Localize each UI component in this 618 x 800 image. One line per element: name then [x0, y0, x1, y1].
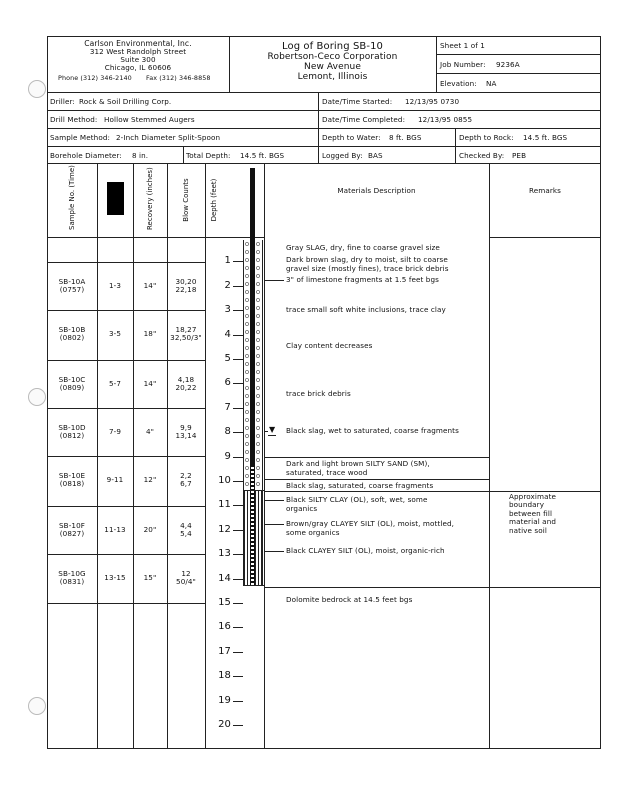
- depth-tick: [233, 359, 243, 360]
- sample-blow-counts-2: 20,22: [175, 383, 197, 392]
- sample-id: SB-10B: [58, 325, 86, 334]
- sample-id: SB-10A: [58, 277, 86, 286]
- remark-line-1: Approximate: [509, 492, 557, 501]
- sample-interval: 11-13: [104, 525, 126, 534]
- company-city: Chicago, IL 60606: [104, 63, 172, 72]
- logged-by-value: BAS: [368, 151, 383, 160]
- desc-dolomite-bedrock: Dolomite bedrock at 14.5 feet bgs: [286, 595, 413, 604]
- sample-time: (0757): [59, 285, 85, 294]
- depth-label: 9: [224, 450, 231, 462]
- depth-tick: [233, 701, 243, 702]
- sample-interval: 7-9: [108, 427, 122, 436]
- driller-label: Driller:: [50, 97, 75, 106]
- sample-blow-counts-1: 4,4: [180, 521, 192, 530]
- sample-blow-counts-1: 30,20: [175, 277, 197, 286]
- date-completed-label: Date/Time Completed:: [322, 115, 406, 124]
- binder-hole-middle: [28, 388, 46, 406]
- desc-black-slag-saturated: Black slag, saturated, coarse fragments: [286, 481, 434, 490]
- depth-label: 6: [224, 377, 231, 389]
- depth-tick: [233, 603, 243, 604]
- depth-to-rock-value: 14.5 ft. BGS: [523, 133, 568, 142]
- company-fax: Fax (312) 346-8858: [146, 74, 211, 82]
- log-location: Lemont, Illinois: [297, 72, 368, 82]
- depth-label: 19: [218, 694, 231, 706]
- desc-dark-brown-slag-1: Dark brown slag, dry to moist, silt to coarse: [286, 255, 448, 264]
- borehole-diameter-label: Borehole Diameter:: [50, 151, 122, 160]
- log-client: Robertson-Ceco Corporation: [267, 52, 398, 62]
- depth-label: 17: [218, 645, 231, 657]
- desc-silty-clay-1: Black SILTY CLAY (OL), soft, wet, some: [286, 495, 428, 504]
- sample-interval: 13-15: [104, 573, 126, 582]
- depth-tick: [233, 505, 243, 506]
- total-depth-value: 14.5 ft. BGS: [240, 151, 285, 160]
- depth-label: 4: [224, 328, 231, 340]
- gravel-pack-right: [255, 240, 263, 490]
- sample-recovery: 15": [143, 573, 157, 582]
- blow-counts-column-header: Blow Counts: [182, 178, 190, 222]
- borehole-diameter-value: 8 in.: [132, 151, 149, 160]
- remark-line-4: material and: [509, 517, 557, 526]
- water-level-marker: ▼: [269, 425, 276, 434]
- depth-tick: [233, 457, 243, 458]
- depth-label: 10: [218, 475, 231, 486]
- binder-hole-top: [28, 80, 46, 98]
- redacted-column-header: [107, 182, 124, 215]
- depth-tick: [233, 408, 243, 409]
- depth-label: 5: [224, 353, 231, 364]
- elevation-label: Elevation:: [440, 79, 477, 88]
- depth-tick: [233, 579, 243, 580]
- depth-label: 12: [218, 523, 231, 535]
- binder-hole-bottom: [28, 697, 46, 715]
- sample-time: (0809): [59, 383, 85, 392]
- sample-blow-counts-1: 18,27: [175, 325, 197, 334]
- depth-label: 1: [224, 255, 231, 267]
- sample-id: SB-10F: [59, 521, 85, 530]
- desc-brick-debris: trace brick debris: [286, 389, 351, 398]
- depth-tick: [233, 481, 243, 482]
- remark-line-2: boundary: [509, 500, 545, 509]
- sample-recovery: 18": [143, 329, 157, 338]
- depth-label: 8: [224, 426, 231, 438]
- sample-time: (0818): [59, 479, 85, 488]
- sample-method-value: 2-Inch Diameter Split-Spoon: [116, 133, 221, 142]
- recovery-column-header: Recovery (inches): [146, 167, 154, 230]
- depth-tick: [233, 530, 243, 531]
- company-name: Carlson Environmental, Inc.: [84, 39, 192, 48]
- remark-line-3: between fill: [509, 509, 553, 518]
- remarks-column-header: Remarks: [528, 186, 562, 195]
- depth-tick: [233, 310, 243, 311]
- sample-id: SB-10G: [58, 569, 86, 578]
- desc-gray-slag: Gray SLAG, dry, fine to coarse gravel size: [286, 243, 440, 252]
- depth-label: 20: [218, 719, 231, 730]
- sample-interval: 9-11: [106, 475, 124, 484]
- depth-tick: [233, 676, 243, 677]
- total-depth-label: Total Depth:: [186, 151, 231, 160]
- sample-blow-counts-2: 13,14: [175, 431, 197, 440]
- depth-tick: [233, 725, 243, 726]
- drill-method-label: Drill Method:: [50, 115, 98, 124]
- job-number-value: 9236A: [496, 60, 520, 69]
- desc-white-inclusions: trace small soft white inclusions, trace clay: [286, 305, 446, 314]
- checked-by-label: Checked By:: [459, 151, 505, 160]
- desc-silty-clay-2: organics: [286, 504, 318, 513]
- sample-blow-counts-1: 2,2: [180, 471, 192, 480]
- sample-id: SB-10C: [58, 375, 86, 384]
- depth-label: 18: [218, 670, 231, 682]
- sample-blow-counts-2: 22,18: [175, 285, 197, 294]
- depth-tick: [233, 335, 243, 336]
- depth-tick: [233, 432, 243, 433]
- sample-id: SB-10D: [58, 423, 86, 432]
- log-site: New Avenue: [304, 62, 361, 72]
- desc-clayey-silt-brown-2: some organics: [286, 528, 340, 537]
- depth-tick: [233, 652, 243, 653]
- company-street: 312 West Randolph Street: [89, 47, 187, 56]
- sample-time: (0812): [59, 431, 85, 440]
- clay-seal-right: [255, 490, 263, 585]
- sample-column-header: Sample No. (Time): [68, 165, 76, 230]
- sample-recovery: 14": [143, 281, 157, 290]
- depth-tick: [233, 627, 243, 628]
- date-started-label: Date/Time Started:: [322, 97, 393, 106]
- drill-method-value: Hollow Stemmed Augers: [104, 115, 195, 124]
- depth-tick: [233, 554, 243, 555]
- desc-dark-brown-slag-2: gravel size (mostly fines), trace brick debris: [286, 264, 449, 273]
- driller-value: Rock & Soil Drilling Corp.: [79, 97, 172, 106]
- logged-by-label: Logged By:: [322, 151, 363, 160]
- company-suite: Suite 300: [120, 55, 156, 64]
- sample-recovery: 14": [143, 379, 157, 388]
- depth-label: 16: [218, 621, 231, 633]
- date-completed-value: 12/13/95 0855: [418, 115, 473, 124]
- sample-method-label: Sample Method:: [50, 133, 111, 142]
- sample-interval: 5-7: [108, 379, 122, 388]
- sample-blow-counts-1: 12: [181, 569, 191, 578]
- desc-clayey-silt-black: Black CLAYEY SILT (OL), moist, organic-rich: [286, 546, 445, 555]
- desc-silty-sand-2: saturated, trace wood: [286, 468, 368, 477]
- sample-blow-counts-2: 6,7: [180, 479, 192, 488]
- depth-label: 15: [218, 597, 231, 608]
- sample-time: (0827): [59, 529, 85, 538]
- depth-label: 13: [218, 548, 231, 560]
- sample-blow-counts-1: 9,9: [180, 423, 192, 432]
- sample-time: (0831): [59, 577, 85, 586]
- desc-clayey-silt-brown-1: Brown/gray CLAYEY SILT (OL), moist, mottled,: [286, 519, 455, 528]
- depth-label: 14: [218, 572, 231, 584]
- sample-interval: 3-5: [108, 329, 122, 338]
- log-title: Log of Boring SB-10: [281, 41, 384, 52]
- depth-label: 3: [224, 304, 231, 316]
- sample-recovery: 20": [143, 525, 157, 534]
- depth-tick: [233, 286, 243, 287]
- sample-blow-counts-2: 50/4": [176, 577, 196, 586]
- desc-silty-sand-1: Dark and light brown SILTY SAND (SM),: [286, 459, 430, 468]
- gravel-pack-left: [243, 240, 250, 490]
- depth-label: 11: [218, 499, 231, 511]
- desc-clay-decreases: Clay content decreases: [286, 341, 373, 350]
- depth-to-rock-label: Depth to Rock:: [459, 133, 514, 142]
- clay-seal-left: [243, 490, 250, 585]
- depth-label: 7: [224, 401, 231, 413]
- sample-recovery: 12": [143, 475, 157, 484]
- checked-by-value: PEB: [512, 151, 527, 160]
- depth-to-water-label: Depth to Water:: [322, 133, 381, 142]
- sheet-number: Sheet 1 of 1: [440, 41, 485, 50]
- sample-blow-counts-2: 5,4: [180, 529, 192, 538]
- job-number-label: Job Number:: [440, 60, 486, 69]
- date-started-value: 12/13/95 0730: [405, 97, 460, 106]
- sample-interval: 1-3: [108, 281, 122, 290]
- sample-blow-counts-1: 4,18: [177, 375, 195, 384]
- sample-recovery: 4": [145, 427, 155, 436]
- sample-time: (0802): [59, 333, 85, 342]
- depth-column-header: Depth (feet): [210, 178, 218, 222]
- company-phone: Phone (312) 346-2140: [58, 74, 132, 82]
- desc-black-slag-wet: Black slag, wet to saturated, coarse fragments: [286, 426, 459, 435]
- remark-line-5: native soil: [509, 526, 547, 535]
- sample-id: SB-10E: [58, 471, 86, 480]
- elevation-value: NA: [486, 79, 497, 88]
- depth-tick: [233, 261, 243, 262]
- depth-label: 2: [224, 279, 231, 291]
- depth-to-water-value: 8 ft. BGS: [389, 133, 422, 142]
- desc-limestone: 3" of limestone fragments at 1.5 feet bgs: [286, 275, 439, 284]
- materials-column-header: Materials Description: [337, 186, 416, 195]
- sample-blow-counts-2: 32,50/3": [170, 333, 202, 342]
- depth-tick: [233, 383, 243, 384]
